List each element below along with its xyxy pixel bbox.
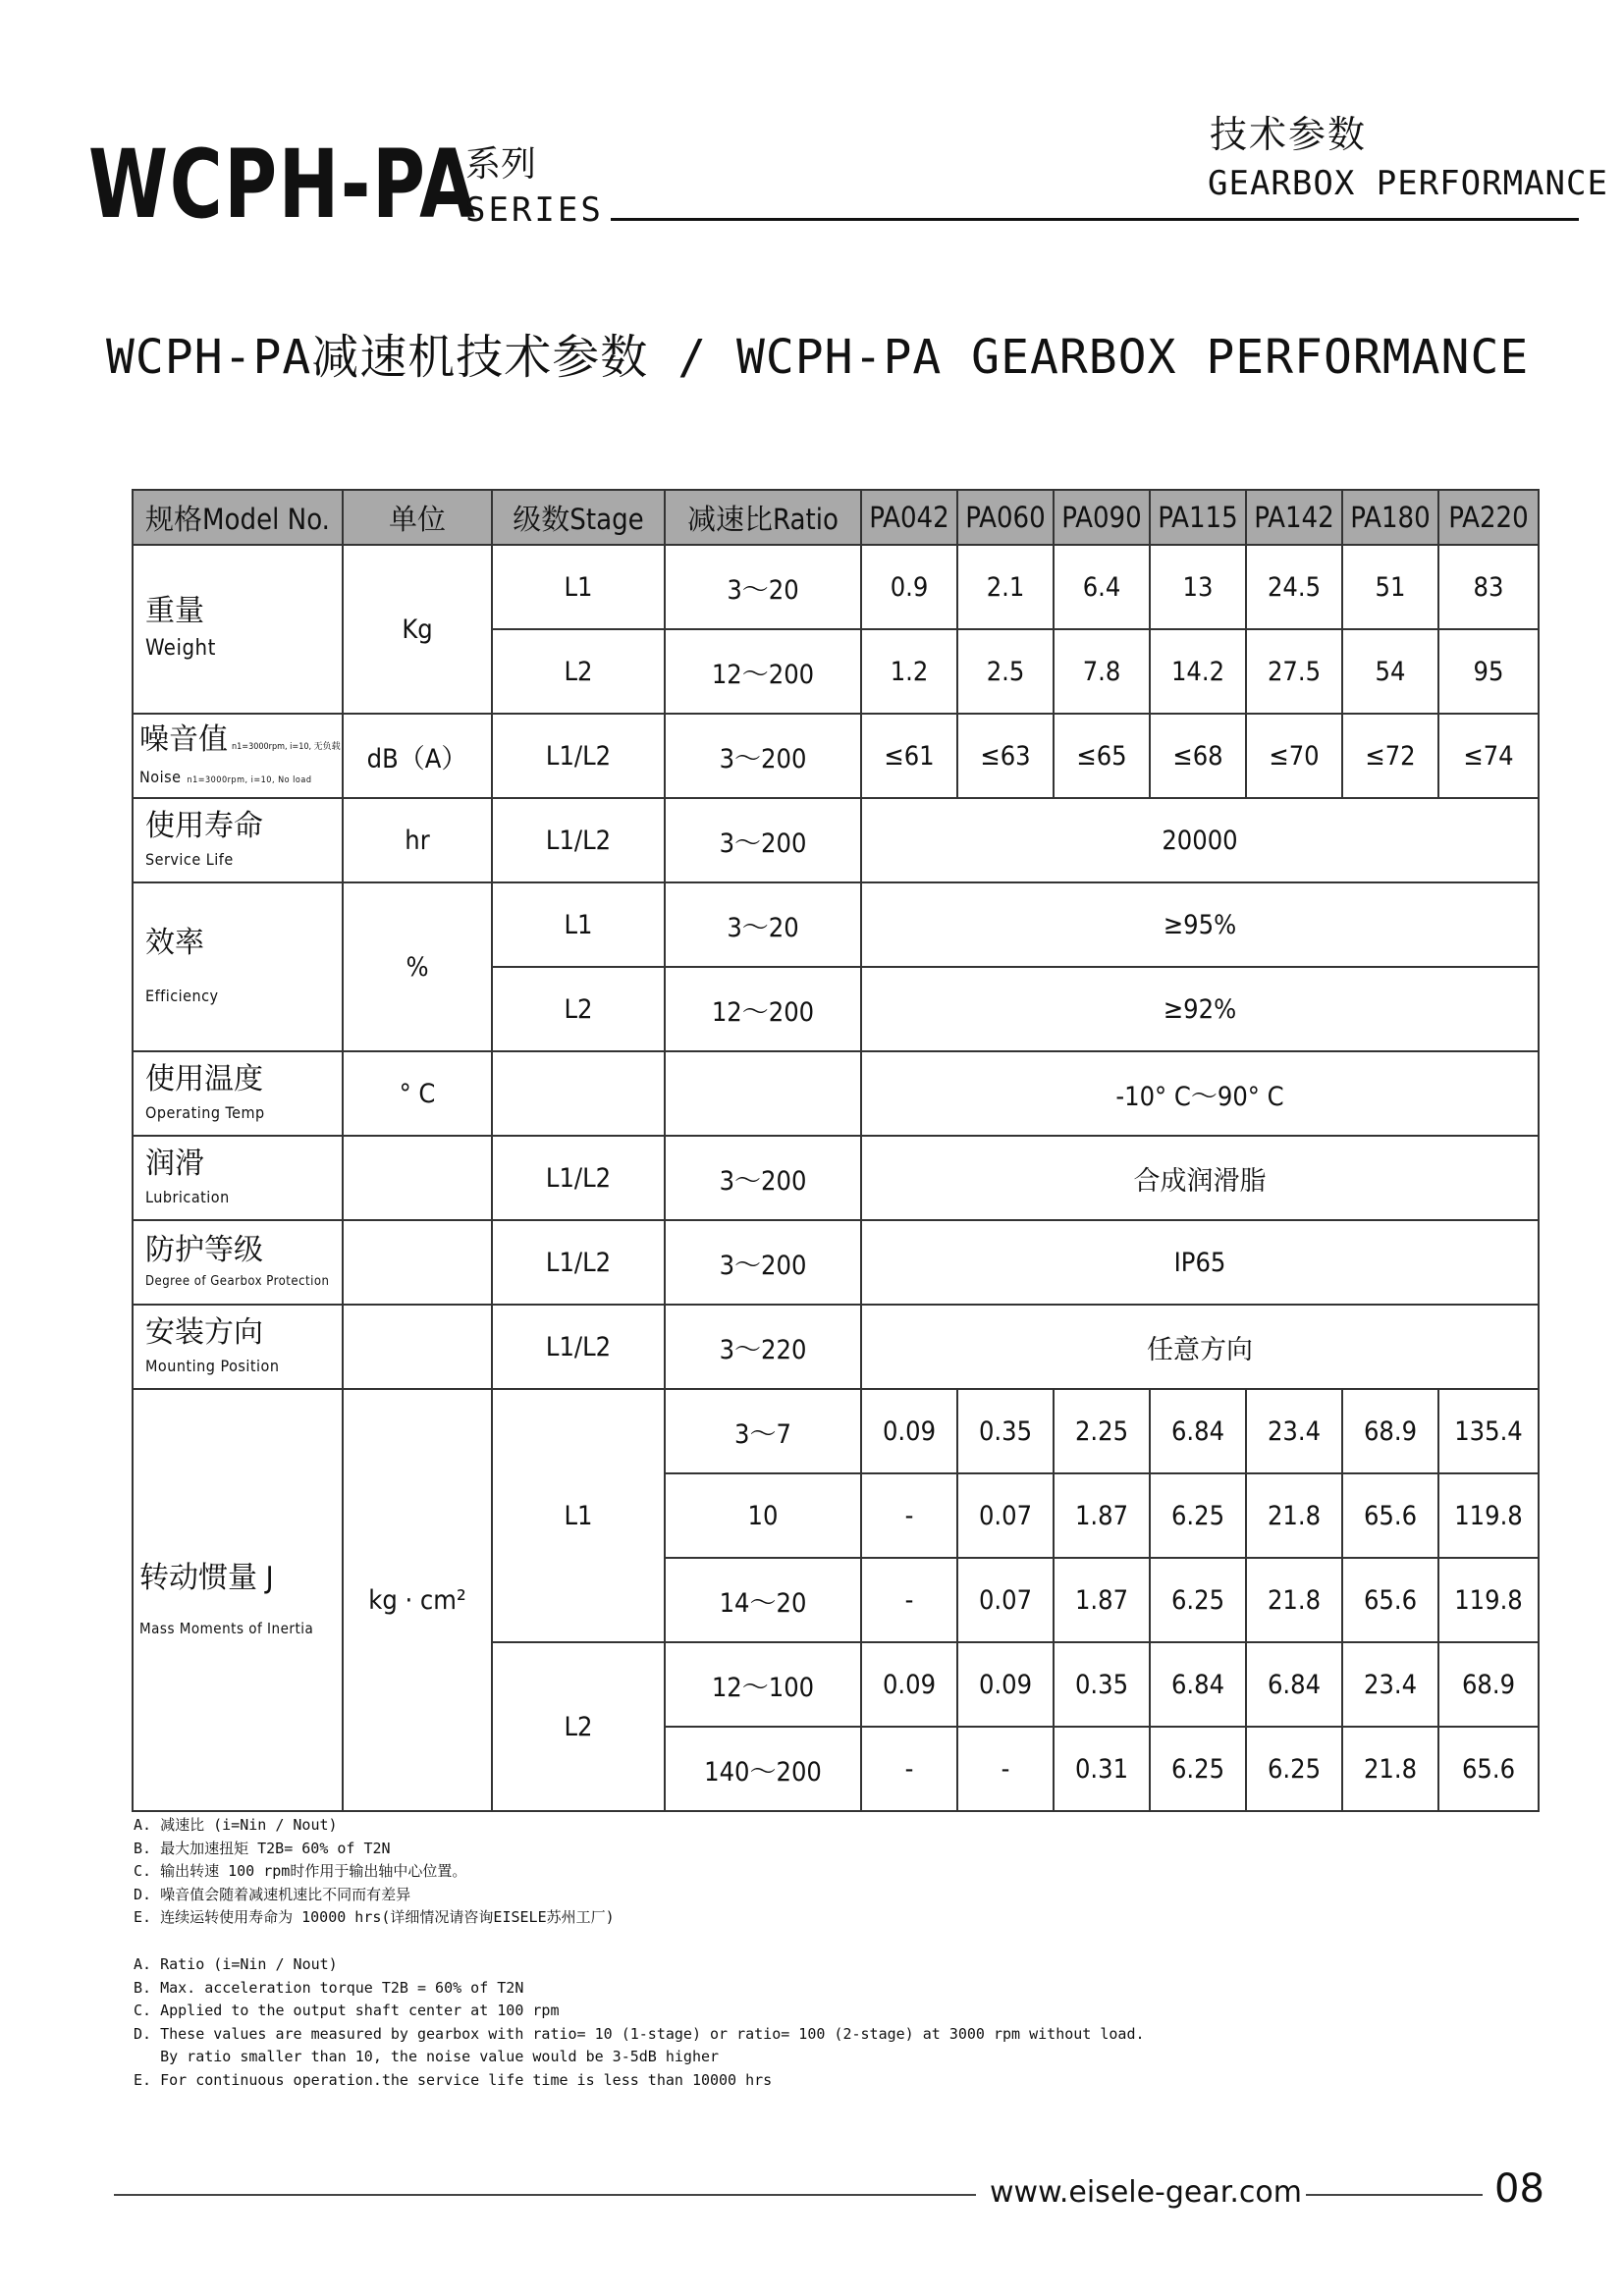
ratio-cell: 12～200 [665,967,861,1051]
value-cell: ≤70 [1246,714,1342,798]
value-cell: 1.2 [861,629,957,714]
param-label-en: Mass Moments of Inertia [139,1619,314,1637]
param-label-cn-wrap [139,723,342,758]
value-cell: 0.07 [957,1558,1054,1642]
param-weight [133,545,343,714]
value-cell: 119.8 [1438,1473,1539,1558]
value-cell: ≤68 [1150,714,1246,798]
unit-cell: hr [343,798,492,882]
value-cell: 0.09 [957,1642,1054,1727]
param-label-en: Degree of Gearbox Protection [145,1273,330,1289]
ratio-cell: 3～20 [665,882,861,967]
stage-cell: L1/L2 [492,798,665,882]
param-lubrication [133,1136,343,1220]
footer-website-link[interactable]: www.eisele-gear.com [990,2175,1302,2210]
value-cell: 0.9 [861,545,957,629]
header-pa142: PA142 [1246,490,1342,545]
value-cell: 65.6 [1438,1727,1539,1811]
footnote-item: E. For continuous operation.the service life time is less than 10000 hrs [134,2070,773,2089]
stage-cell: L1/L2 [492,1220,665,1305]
ratio-cell: 12～100 [665,1642,861,1727]
footnote-item: C. 输出转速 100 rpm时作用于输出轴中心位置。 [134,1862,467,1880]
header-pa115: PA115 [1150,490,1246,545]
value-cell: 24.5 [1246,545,1342,629]
value-cell: 27.5 [1246,629,1342,714]
header-pa042: PA042 [861,490,957,545]
value-cell: 6.25 [1150,1727,1246,1811]
param-label-en: Noise [139,767,182,786]
value-cell-merged: 20000 [861,798,1539,882]
section-title-cn: 技术参数 [1210,113,1368,156]
value-cell: 23.4 [1246,1389,1342,1473]
unit-cell [343,1305,492,1389]
footnote-item: D. 噪音值会随着减速机速比不同而有差异 [134,1885,411,1903]
value-cell-merged: ≥95% [861,882,1539,967]
value-cell-merged: IP65 [861,1220,1539,1305]
value-cell: 1.87 [1054,1558,1150,1642]
value-cell: 0.09 [861,1389,957,1473]
param-efficiency [133,882,343,1051]
ratio-cell: 140～200 [665,1727,861,1811]
header-divider [611,218,1579,221]
stage-cell: L1/L2 [492,1136,665,1220]
section-title-en: GEARBOX PERFORMANCE [1208,164,1608,203]
unit-cell: ° C [343,1051,492,1136]
table-row-mounting [133,1305,1539,1389]
param-label-en: Efficiency [145,986,219,1005]
value-cell: 21.8 [1246,1473,1342,1558]
param-protection [133,1220,343,1305]
value-cell: ≤72 [1342,714,1438,798]
ratio-cell: 3～200 [665,714,861,798]
value-cell-merged: ≥92% [861,967,1539,1051]
ratio-cell: 3～20 [665,545,861,629]
value-cell: 0.35 [957,1389,1054,1473]
ratio-cell: 12～200 [665,629,861,714]
stage-cell: L1/L2 [492,1305,665,1389]
param-label-en: Service Life [145,849,234,869]
value-cell: - [861,1558,957,1642]
value-cell: 1.87 [1054,1473,1150,1558]
footnote-item: A. Ratio (i=Nin / Nout) [134,1955,338,1973]
param-label-cn: 转动惯量 J [139,1561,274,1595]
ratio-cell: 10 [665,1473,861,1558]
value-cell: 68.9 [1342,1389,1438,1473]
param-label-en-wrap [139,768,342,788]
stage-cell: L2 [492,967,665,1051]
value-cell: ≤65 [1054,714,1150,798]
ratio-cell: 14～20 [665,1558,861,1642]
value-cell: 14.2 [1150,629,1246,714]
value-cell: 135.4 [1438,1389,1539,1473]
header-pa220: PA220 [1438,490,1539,545]
stage-cell: L1 [492,882,665,967]
table-row-inertia [133,1389,1539,1473]
footnote-item: E. 连续运转使用寿命为 10000 hrs(详细情况请咨询EISELE苏州工厂) [134,1908,615,1926]
value-cell: 65.6 [1342,1473,1438,1558]
param-inertia [133,1389,343,1811]
value-cell: 6.25 [1246,1727,1342,1811]
value-cell-merged: -10° C～90° C [861,1051,1539,1136]
header-pa090: PA090 [1054,490,1150,545]
stage-cell: L1 [492,1389,665,1642]
param-label-cn: 使用寿命 [145,809,263,844]
value-cell: 6.84 [1246,1642,1342,1727]
stage-cell: L1 [492,545,665,629]
value-cell: - [861,1727,957,1811]
stage-cell: L1/L2 [492,714,665,798]
table-row-protection [133,1220,1539,1305]
value-cell: 13 [1150,545,1246,629]
ratio-cell [665,1051,861,1136]
param-label-cn: 噪音值 [139,722,228,758]
series-label-cn: 系列 [465,144,537,185]
value-cell: 21.8 [1246,1558,1342,1642]
param-label-cn: 防护等级 [145,1233,263,1268]
value-cell: 7.8 [1054,629,1150,714]
value-cell: ≤61 [861,714,957,798]
series-label-en: SERIES [465,190,604,230]
param-mounting [133,1305,343,1389]
param-label-cn: 效率 [145,926,204,961]
value-cell: 21.8 [1342,1727,1438,1811]
value-cell: 68.9 [1438,1642,1539,1727]
value-cell: 83 [1438,545,1539,629]
unit-cell [343,1136,492,1220]
header-pa180: PA180 [1342,490,1438,545]
table-row-efficiency-l1 [133,882,1539,967]
unit-cell: kg · cm² [343,1389,492,1811]
param-label-en: Lubrication [145,1187,230,1206]
value-cell: 6.84 [1150,1389,1246,1473]
footnote-item: B. Max. acceleration torque T2B = 60% of T2N [134,1978,524,1997]
value-cell: 119.8 [1438,1558,1539,1642]
footnote-item: C. Applied to the output shaft center at 100 rpm [134,2002,560,2019]
footnote-item: A. 减速比 (i=Nin / Nout) [134,1816,338,1834]
value-cell: 6.25 [1150,1473,1246,1558]
value-cell: ≤63 [957,714,1054,798]
header-unit: 单位 [343,490,492,545]
table-header-row [133,490,1539,545]
header-pa060: PA060 [957,490,1054,545]
value-cell: 0.07 [957,1473,1054,1558]
value-cell: 95 [1438,629,1539,714]
ratio-cell: 3～200 [665,1220,861,1305]
header-ratio: 减速比Ratio [665,490,861,545]
value-cell: 0.35 [1054,1642,1150,1727]
table-row-lubrication [133,1136,1539,1220]
value-cell: ≤74 [1438,714,1539,798]
unit-cell: Kg [343,545,492,714]
param-noise [133,714,343,798]
footer-divider-left [114,2194,976,2196]
value-cell: 2.25 [1054,1389,1150,1473]
header-model: 规格Model No. [133,490,343,545]
param-note-en: n1=3000rpm, i=10, No load [187,774,312,785]
value-cell-merged: 合成润滑脂 [861,1136,1539,1220]
value-cell: 0.31 [1054,1727,1150,1811]
param-label-cn: 润滑 [145,1147,204,1182]
value-cell: 54 [1342,629,1438,714]
ratio-cell: 3～200 [665,798,861,882]
header-stage: 级数Stage [492,490,665,545]
table-row-service-life [133,798,1539,882]
value-cell: 6.84 [1150,1642,1246,1727]
value-cell: 51 [1342,545,1438,629]
value-cell: 6.4 [1054,545,1150,629]
performance-table [132,489,1540,1812]
table-row-operating-temp [133,1051,1539,1136]
param-label-en: Weight [145,635,216,661]
param-label-en: Mounting Position [145,1356,280,1375]
ratio-cell: 3～200 [665,1136,861,1220]
value-cell-merged: 任意方向 [861,1305,1539,1389]
footnotes-cn [134,1814,615,1930]
stage-cell [492,1051,665,1136]
value-cell: 23.4 [1342,1642,1438,1727]
param-note-cn: n1=3000rpm, i=10, 无负载 [232,742,341,753]
ratio-cell: 3～7 [665,1389,861,1473]
value-cell: 0.09 [861,1642,957,1727]
footnotes-en [134,1953,1145,2092]
value-cell: 2.5 [957,629,1054,714]
value-cell: 65.6 [1342,1558,1438,1642]
param-label-cn: 使用温度 [145,1062,263,1097]
page-number: 08 [1494,2166,1544,2212]
unit-cell [343,1220,492,1305]
param-service-life [133,798,343,882]
param-operating-temp [133,1051,343,1136]
stage-cell: L2 [492,629,665,714]
stage-cell: L2 [492,1642,665,1811]
value-cell: 6.25 [1150,1558,1246,1642]
value-cell: - [957,1727,1054,1811]
value-cell: - [861,1473,957,1558]
page-title: WCPH-PA减速机技术参数 / WCPH-PA GEARBOX PERFORMANCE [106,330,1530,385]
param-label-cn: 安装方向 [145,1315,263,1351]
footnote-item: B. 最大加速扭矩 T2B= 60% of T2N [134,1839,391,1857]
series-model-logo: WCPH-PA [88,130,477,240]
ratio-cell: 3～220 [665,1305,861,1389]
table-row-weight-l1 [133,545,1539,629]
table-row-noise [133,714,1539,798]
value-cell: 2.1 [957,545,1054,629]
unit-cell: dB（A） [343,714,492,798]
unit-cell: % [343,882,492,1051]
param-label-cn: 重量 [145,594,204,629]
footer-divider-right [1306,2194,1483,2196]
footnote-item: D. These values are measured by gearbox with ratio= 10 (1-stage) or ratio= 100 (2-stage) at 3000 rpm without load. [134,2024,1145,2043]
footnote-item: By ratio smaller than 10, the noise value would be 3-5dB higher [134,2048,720,2065]
param-label-en: Operating Temp [145,1102,265,1122]
